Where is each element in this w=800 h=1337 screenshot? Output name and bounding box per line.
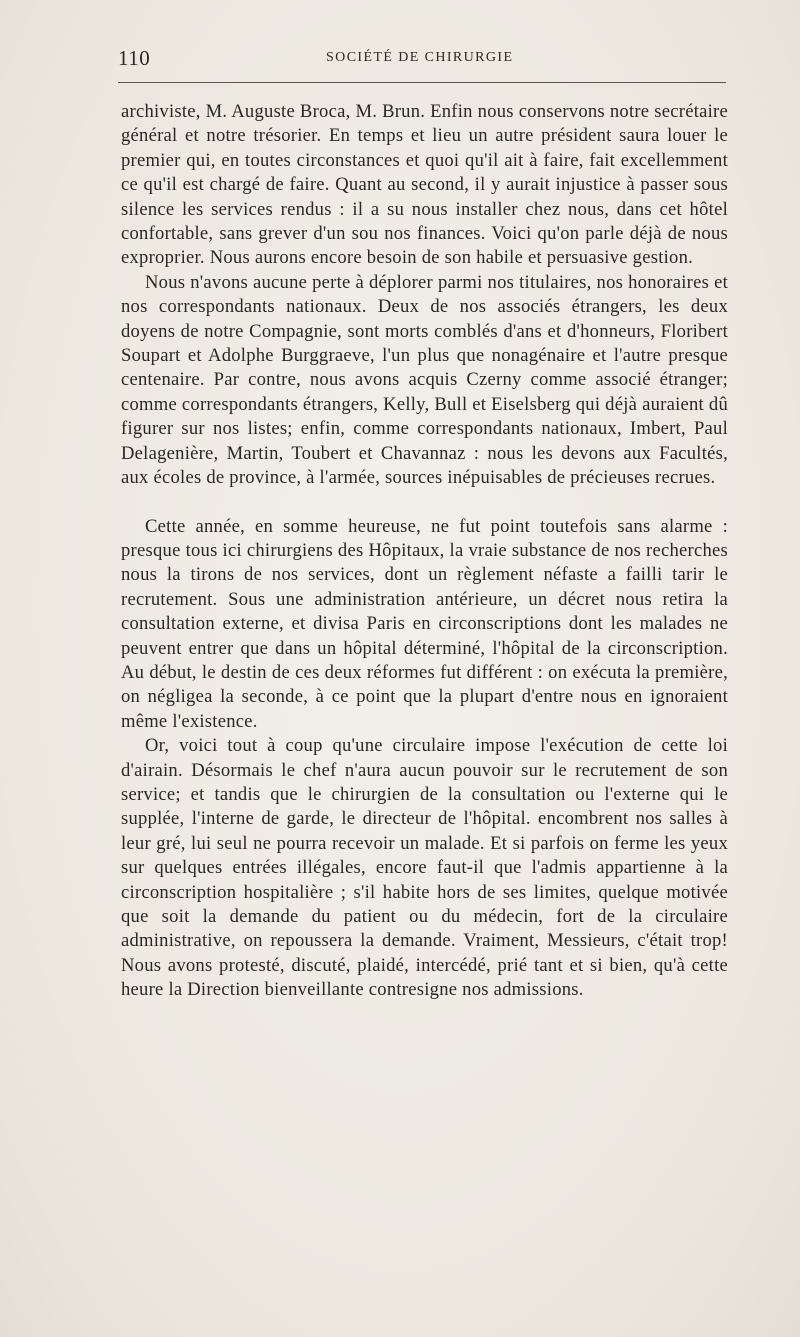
header-rule	[118, 82, 726, 83]
journal-title: SOCIÉTÉ DE CHIRURGIE	[326, 50, 514, 65]
paragraph-continuation: archiviste, M. Auguste Broca, M. Brun. Enfin nous conservons notre secrétaire général et notre trésorier. En temps et lieu un autre président saura louer le premier qui, en toutes circonstances et quoi qu'il ait à faire, fait excellemment ce qu'il est chargé de faire. Quant au second, il y aurait injustice à passer sous silence les services rendus : il a su nous installer chez nous, dans cet hôtel confortable, sans grever d'un sou nos finances. Voici qu'on parle déjà de nous exproprier. Nous aurons encore besoin de son habile et persuasive gestion.	[121, 101, 728, 269]
paragraph-members: Nous n'avons aucune perte à déplorer parmi nos titulaires, nos honoraires et nos correspondants nationaux. Deux de nos associés étrangers, les deux doyens de notre Compagnie, sont morts comblés d'ans et d'honneurs, Floribert Soupart et Adolphe Burggraeve, l'un plus que nonagénaire et l'autre presque centenaire. Par contre, nous avons acquis Czerny comme associé étranger; comme correspondants étrangers, Kelly, Bull et Eiselsberg qui déjà auraient dû figurer sur nos listes; enfin, comme correspondants nationaux, Imbert, Paul Delagenière, Martin, Toubert et Chavannaz : nous les devons aux Facultés, aux écoles de province, à l'armée, sources inépuisables de précieuses recrues.	[121, 271, 728, 489]
page-number: 110	[118, 46, 151, 70]
paragraph-circular: Or, voici tout à coup qu'une circulaire impose l'exécution de cette loi d'airain. Désormais le chef n'aura aucun pouvoir sur le recrutement de son service; et tandis que le chirurgien de la consultation ou l'externe qui le supplée, l'interne de garde, le directeur de l'hôpital. encombrent nos salles à leur gré, lui seul ne pourra recevoir un malade. Et si parfois on ferme les yeux sur quelques entrées illégales, encore faut-il que l'admis appartienne à la circonscription hospitalière ; s'il habite hors de ses limites, quelque motivée que soit la demande du patient ou du médecin, fort de la circulaire administrative, on repoussera la demande. Vraiment, Messieurs, c'était trop! Nous avons protesté, discuté, plaidé, intercédé, prié tant et si bien, qu'à cette heure la Direction bienveillante contresigne nos admissions.	[121, 735, 728, 1001]
body-text	[121, 100, 728, 1003]
paragraph-alarm: Cette année, en somme heureuse, ne fut point toutefois sans alarme : presque tous ici chirurgiens des Hôpitaux, la vraie substance de nos recherches nous la tirons de nos services, dont un règlement néfaste a failli tarir le recrutement. Sous une administration antérieure, un décret nous retira la consultation externe, et divisa Paris en circonscriptions dont les malades ne peuvent entrer que dans un hôpital déterminé, l'hôpital de la circonscription. Au début, le destin de ces deux réformes fut différent : on exécuta la première, on négligea la seconde, à ce point que la plupart d'entre nous en ignoraient même l'existence.	[121, 515, 728, 732]
running-head	[118, 46, 726, 70]
